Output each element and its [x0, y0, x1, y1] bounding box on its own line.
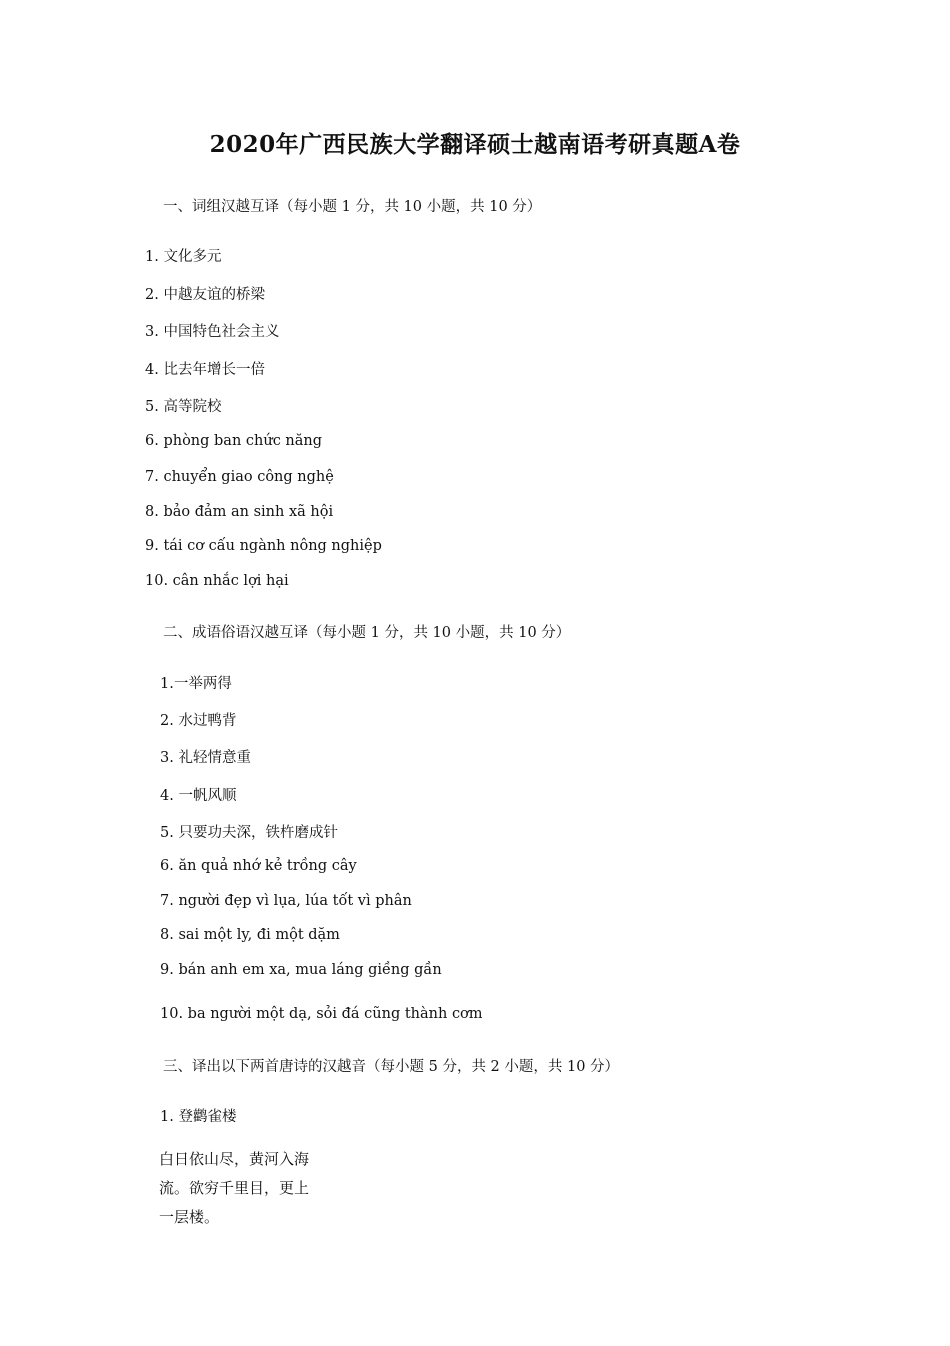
- section-1-item: 9. tái cơ cấu ngành nông nghiệp: [145, 538, 382, 554]
- section-2-heading: 二、成语俗语汉越互译（每小题 1 分，共 10 小题，共 10 分）: [163, 625, 571, 641]
- poem-line: 流。欲穷千里目，更上: [159, 1179, 310, 1197]
- section-1-item: 2. 中越友谊的桥梁: [145, 287, 265, 303]
- section-2-item: 4. 一帆风顺: [160, 788, 237, 804]
- poem-title: 1. 登鹳雀楼: [160, 1109, 237, 1125]
- poem-line: 一层楼。: [159, 1208, 220, 1226]
- section-2-item: 9. bán anh em xa, mua láng giềng gần: [160, 962, 442, 978]
- section-2-item: 3. 礼轻情意重: [160, 750, 251, 766]
- section-2-item: 8. sai một ly, đi một dặm: [160, 927, 340, 943]
- section-1-heading: 一、词组汉越互译（每小题 1 分，共 10 小题，共 10 分）: [163, 199, 542, 215]
- section-1-item: 1. 文化多元: [145, 249, 222, 265]
- section-2-item: 5. 只要功夫深，铁杵磨成针: [160, 825, 338, 841]
- section-1-item: 7. chuyển giao công nghệ: [145, 469, 334, 485]
- section-1-item: 3. 中国特色社会主义: [145, 324, 280, 340]
- section-2-item: 1.一举两得: [160, 676, 232, 692]
- section-1-item: 8. bảo đảm an sinh xã hội: [145, 504, 334, 520]
- section-2-item: 2. 水过鸭背: [160, 713, 237, 729]
- section-1-item: 10. cân nhắc lợi hại: [145, 573, 289, 589]
- section-2-item: 6. ăn quả nhớ kẻ trồng cây: [160, 858, 357, 874]
- section-1-item: 5. 高等院校: [145, 399, 222, 415]
- section-1-item: 6. phòng ban chức năng: [145, 433, 323, 449]
- section-2-item: 10. ba người một dạ, sỏi đá cũng thành cơm: [160, 1006, 483, 1022]
- section-2-item: 7. người đẹp vì lụa, lúa tốt vì phân: [160, 893, 412, 909]
- poem-line: 白日依山尽，黄河入海: [159, 1150, 310, 1168]
- section-3-heading: 三、译出以下两首唐诗的汉越音（每小题 5 分，共 2 小题，共 10 分）: [163, 1059, 620, 1075]
- section-1-item: 4. 比去年增长一倍: [145, 362, 265, 378]
- page-title: 2020年广西民族大学翻译硕士越南语考研真题A卷: [209, 131, 741, 158]
